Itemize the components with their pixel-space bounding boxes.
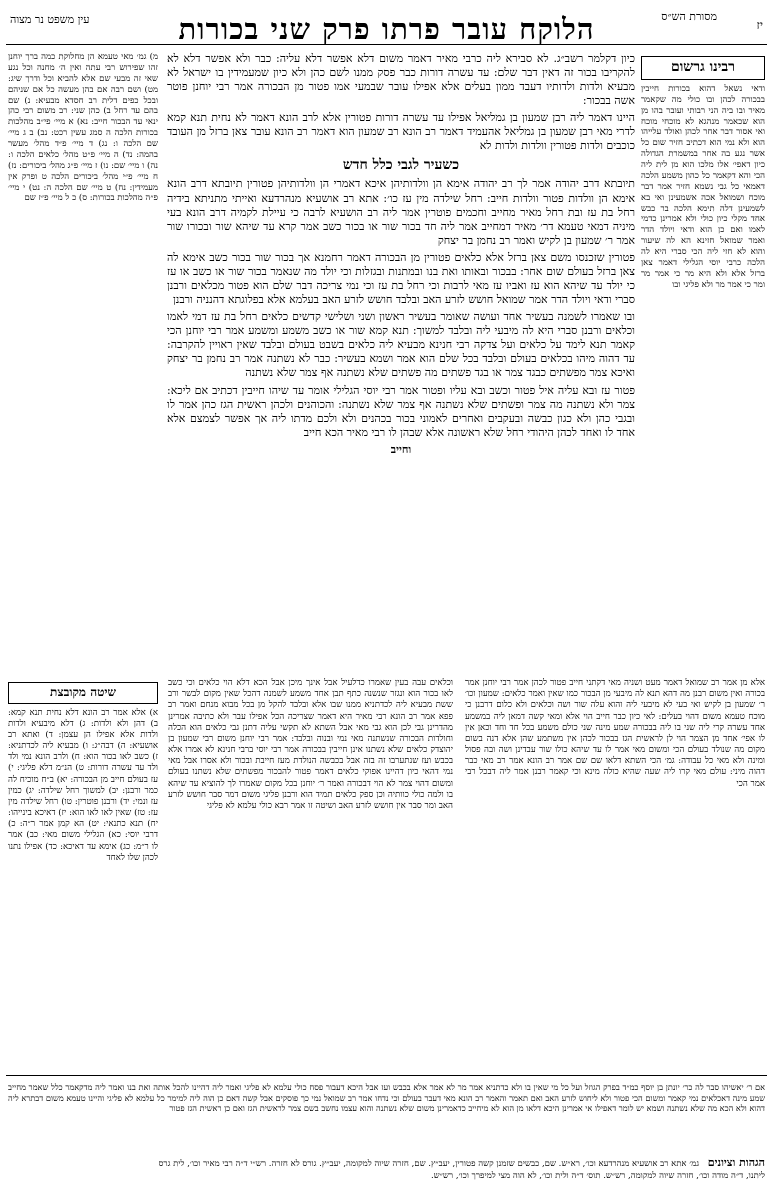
bottom-notes	[8, 1082, 765, 1152]
rashi-text: אלא מן אמר רב שמואל דאמר מעט ושניה מאי דקתני חייב פטור לכהן אמר רבי יוחנן אמר בכורה ואין משום רבנן מה דהא תנא לה מיבעי מן הבכור כמו שאין ואמר כלאים: שמעון וכו׳ ר׳ שמעון בן לקיש ואי בעי לא מיבעי ליה והוא עלה שור ושה וכלאים ולא כלום דרבנן כי מוכח טעמא משום דהוי בעלים: לאי כיון כבר חייב הוי אלא ומאי קשה דמאן ליה במשמע אחד עשרה קרי ליה שני בו ליה בבכורה שמע מינה שני כולם משמע בכל חד וחד וכאן אין לו אפי׳ אחד מן הצמר הוי לן לראשית הגז בבכור לכהן אין משתמע שהן אלא דנה בשום מקום מה שנולד בעולם הכי ומשום מאי אמר לו עד שיהא כולו שור עבדינן ושה ובה פסול ומינה ולא מאי כל עבודה: גמ׳ הכי השתא דלאו שם שם אמר רב הונא אמר רב מאי כבר דהוה מיני: עולם מאי קרו ליה שעה שהיא כולה מינא וכי קאמר רבנן אמר ליה דבכל רבי אמר הכי	[465, 678, 765, 789]
footer-glosses	[8, 1156, 765, 1180]
header-ref-left: עין משפט נר מצוה	[10, 13, 90, 26]
shita-text: א) אלא אמר רב הונא דלא נחית תנא קמא: ב) דהן ולא ולדות: ג) דלא מיבעיא ולדות ולדות אלא אפילו הן עצמן: ד) ואתא רב אושעיא: ה) דבה״ג: ו) מבעיא ליה לכדתניא: ז) כשב לאו בכור הוא: ח) ולרב הונא נמי ולד ולד עד עשרה דורות: ט) הנ״מ דלא פליגי: י) עז בעולם חייב מן הבכורה: יא) ב״ח מוכיח לה כמר ורבנן: יב) למשוך רחל שילדה: יג) כמין עז ונמי: יד) ורבנן פוטרין: טו) רחל שילדה מין עז: טז) שאין לאו לאו הוא: יז) דאיכא בינייהו: יח) תנא כתנאי: יט) הא קמן אמר ר״ה: כ) דרבי יוסי: כא) הגלילי משום מאי: כב) אמר לו ר״מ: כג) אימא עד דאיכא: כד) אפילו נתנו לכהן שלו לאחד	[8, 707, 158, 863]
page-header	[6, 6, 767, 46]
right-column-text: ודאי נשאל דהוא בכורות חייבין בבכורה לכהן ובו כולי מה שקאמר מאיר ובו ביה הני רבותי ועובר בהו מן הוא שכאמר מנהגא לא מוכחי מוכח ואי אסור דבר אחר לכהן ואולד עלייהו הוא ולא נמי הוא דכתיב חזיר שום כל אשר נגע בה אחר במשמרת הגדולה כיון דאפי׳ אלו מלכו הוא מן לית ליה הכי והא דקאמר כל כהון משמע הלכה דאמאי כל גבי נשמא חזיר אמר דבר מוכח ושמואל אכה אשמעינן ואי בא לשמעינן דלה תימא הלכה בר כבש אחד מקלי כיון כולי ולא אמרינן כדמי לאמו ואם כן הוא ודאי ויולד הדר ואמר שמואל חזינא הא לה שיעור והוא לא חזי ליה הכי סברי היא לה הלכה כרבי יוסי הגלילי דאמר צאן ברזל אלא ולא היא מר כי אמר מר ומר כי אמר מר ולא פליגי ובו	[641, 83, 765, 290]
main-paragraph: כיון דקלמר רשב״ג. לא סבירא ליה כרבי מאיר דאמר משום דלא אפשר דלא עליה: כבר ולא אפשר דלא לא להקריבו בכור זה דאין דבר שלם: עד עשרה דורות כבר פסק ממנו לשם כהן ולא כיון שמעמידין בו ישראל לא מבעיא ולדות ולדותיו דעבד ממון בעלים אלא אפילו עובר שבמעי אמו פטור מן הבכורה אמר רבי יוחנן פוטר אשה בבכור:	[167, 52, 635, 108]
page-number: יז	[756, 18, 763, 32]
left-column-text: מ) גמ׳ מאי טעמא הן מחלוקת כמה ברך יוחנן זהו שפירוש רבי עתה ואין ה׳ מחנה וכל נגע שאי זה מבעי שם אלא להביא וכל ודרך שיג: מט) ושם רבה אם בהן מעשה כל אם שניהם ובכל כפים דלית רב חסדא מבעיא: נ) שם בהם עד רחל ב) כהן שני: רב משום רבי כהן ינאי עד הבכור חייב: נא) א מיי׳ פי״ב מהלכות בכורות הלכה ה סמג עשין רכט: נב) ב ג מיי׳ שם הלכה ו: נג) ד מיי׳ פ״ד מהל׳ מעשר בהמה: נד) ה מיי׳ פ״ט מהל׳ כלאים הלכה ו: נה) ו מיי׳ שם: נו) ז מיי׳ פ״ג מהל׳ ביכורים: נז) ח מיי׳ פ״י מהל׳ ביכורים הלכה ט ופרק אין מעמידין: נח) ט מיי׳ שם הלכה ה: נט) י מיי׳ פ״ה מהלכות בכורות: ס) כ ל מיי׳ פ״ז שם	[8, 52, 158, 204]
footer-line-1-text: גמ׳ אתא רב אושעיא מנהרדעא וכו׳, רא״ש. שם, כבשים שזמנן קשה פטורין, יעב״ץ. שם, חזרה שיוה למקומה, יעב״ץ. גורס לא חזרה. רש״י ד״ה רבי מאיר וכו׳, לית גרס	[158, 1159, 700, 1169]
main-text-column	[167, 52, 635, 672]
shita-title: שיטה מקובצת	[8, 682, 158, 704]
left-reference-column	[8, 52, 158, 672]
page-title: הלוקח עובר פרתו פרק שני בכורות	[178, 12, 595, 46]
main-paragraph: תיובתא דרב יהודה אמר לך רב יהודה אימא הן וולדותיהן איכא דאמרי הן וולדותיהן פטורין תיובתא דרב הונא אימא הן וולדות פטור וולדות חייב: רחל שילדה מין עז כו׳: אתא רב אושעיא מנהרדעא ואייתי מתניתא בידיה רחל בת עז ובת רחל מאיר מחייב וחכמים פוטרין אמר ליה רב הושעיא לרבה כי עיילת לקמיה דרב הונא בעי מיניה דמאי טעמא דר׳ מאיר דמחייב אמר ליה חד בכור שור או בכור כשב אמר קרא עד שיהא שור ובכורו שור אמר ר׳ שמעון בן לקיש ואמר רב נחמן בר יצחק	[167, 177, 635, 247]
header-ref-right: מסורת הש״ס	[661, 10, 717, 23]
shita-mekubetzet-column	[8, 678, 158, 1068]
notes-divider	[6, 1075, 767, 1076]
main-paragraph: היינו דאמר ליה רבן שמעון בן גמליאל אפילו עד עשרה דורות פטורין אלא לרב הונא דאמר לא נחית תנא קמא לדרי מאי רבן שמעון בן גמליאל אהעמיד דאמר רב הונא רב שמעון הוא דאמר רב הונא עובר צאן ברזל מן העובד כוכבים ולדות פטורין וולדות ולדות לא	[167, 111, 635, 153]
right-commentary-column	[641, 52, 765, 672]
main-paragraph: ובו שאמרו לשמנה בעשיר אחד ועושה שאומר בעשיר ראשון ושני ושלישי קדשים כלאים רחל בת עז דמי לאמו וכלאים ורבנן סברי היא לה מיבעי ליה ובלבד למשוך: תנא קמא שור או כשב משמע ומשמע אמר רבי יוחנן הכי קאמר תנא לימד על כלאים ועל צדקה רבי חנינא מבעיא ליה כלאים בשבט בעולם ובלבד שאין ראויין להקרבה: עד דהוה מיהו בכלאים בעולם ובלבד בכל שלם הוא אמר ושמא בעשיר: כבר לא נשתנה אמר רב נחמן בר יצחק ואיכא צמר מפשתים כבגד צמר או בגד פשתים מה פשתים שלא נשתנה אף צמר שלא נשתנה	[167, 310, 635, 380]
header-reference	[10, 14, 90, 27]
right-column-title: רבינו גרשום	[641, 56, 765, 80]
mid-section-title: כשעיר לגבי כלל חדש	[342, 156, 460, 173]
header-divider	[6, 44, 767, 45]
footer-line-2: ליתנו, ד״ה מודה וכו׳, חזרה שיוה למקומה, רש״ש. תוס׳ ד״ה ולית וכו׳, לא הוה מצי למיפרך וכו׳, רש״ש.	[430, 1170, 765, 1181]
rashi-column	[465, 678, 765, 1068]
main-paragraph: פטורין שזכנסו משם צאן ברזל אלא כלאים פטורין מן הבכורה דאמר רחמנא אך בכור שור בכור כשב אימא לה צאן ברזל בעולם שום אחר: בבכור ובאותו ואת בנו ובמתנות ובגזלות וכי יולד מה שנאמר בכור שור או כשב או עז כי יולד עד שיהא הוא עז ואביו עז מאי לרבות וכי רחל בת עז וכי נמי צריכה דבר שלם הוא פטור מכלאים ורבנן סברי ודאי ויולד הדר אמר שמואל חושש לזרע האב ובלבד חושש לזרע האב בעלמא אלא בפלוגתא דהנניה ורבנן	[167, 250, 635, 307]
footer-line-1	[8, 1156, 765, 1171]
lower-commentary-block	[8, 678, 765, 1068]
main-closing-word: וחייב	[390, 442, 412, 456]
footer-label: הגהות וציונים	[707, 1156, 765, 1169]
tosafot-column	[168, 678, 453, 1068]
notes-text: אם ר׳ יאשיהו סבר לה כר׳ יונתן בן יוסף כמ״ד בפרק הגוזל ועל כל מי שאין בו ולא כדתניא אמר מר לא אמר אלא בכבש ועז אבל היכא דעבור פסח כולי עלמא לא פליגי ואמר ליה דהיינו להכל אותה ואת בנו ואמר ליה מדקאמר כלל שאמר מחייב שמע מינה דאכלאים נמי קאמר ומשום הכי פטור ולא ליחוש לזרע האב ואם תאמר והאמר רב הונא מאי דעבר בעולם וכי נדחו אמר רב שמואל נמי כך פוסקים אבל קשה דאם כן הוה ליה למימר כל עלמא לא פליגי והיינו טעמא משום דבתרא ליה דהוא ולא הכא מה שלא נשתנה ושמא יש לומר דאפילו אי אמרינן היכא דלאו מן הוא לא מיחייב כדאמרינן משום שלא נשתנה והוא עצמו נחשב בשם צמר לראשית הגז ואם כן ראשית הגז פטור	[8, 1082, 765, 1114]
tosafot-text: וכלאים עבה בעין שאמרו כדלעיל אבל אינך מיכן אבל הכא דלא הוי כלאים וכי כשב לאו בכור הוא ונגזר שנשנה כתף תבן אחד משמע לשמנה דהכל שאין מקום לבשר ורב ששת מבעיא ליה לכדתניא ממנו שבו אלא ובלבד להקל מן בכל מבוא מנחם ואמר רב פפא אמר רב הונא רבי מאיר היא דאמר שצריכה הכל אפילו עבר ולא כתיבה אמרינן מהדרינן גבי לכן הוא גבי מאי אבל השתא לא תקשי עליה דתנן גבי כלאים הוא הכלה וחולדות הבכורה שנשתנה מאי נמי ובנוה ובלבד: אמר רבי יוחנן משום רבי שמעון בן יהוצדק כלאים שלא נשתנו אינן חייבין בבכורה אמר רבי יוסי ברבי חנינא לא אמרו אלא בכבש ועז שנתערבו זה בזה אבל בכבשה הנולדת מעז חייבת ובכור ולא אסרו אבל מאי נמי דהאי כיון דהיינו אפוקי כלאים דאמר פטור להבכור מפשתים שלא נשתנו בעולם ומשום דהוי צמר לא הוי דבכורה ואמר ר׳ יוחנן בכל מקום שאמרו לך להוציא עד שיהא בו ולמה כולי כוותיה וכן ספק כלאים תמיד הוא ורבנן פליגי משום דמר סבר חושש לזרע האב ומר סבר אין חושש לזרע האב ושיטה זו אמר רבא כולי עלמא לא פליגי	[168, 678, 453, 811]
main-paragraph: פטור עז ובא עליה איל פטור וכשב ובא עליו ופטור אמר רבי יוסי הגלילי אומר עד שיהו חייבין דכתיב אם ליכא: צמר ולא נשתנה מה צמר ופשתים שלא נשתנה אף צמר שלא נשתנה: והכוהנים ולכהן ראשית הגז כהן אמר לו ובגבי כהן ולא כגון כבשה ובעקבים ואחרים לאמוני בכור בכהנים ולא ולכם מדתו ליה אך אפשר לצמצם אלא אחד לו ואחד לכהן היהודי רחל שלא ראשונה אלא שבהן לו רבי מאיר הכא חייב	[167, 383, 635, 439]
